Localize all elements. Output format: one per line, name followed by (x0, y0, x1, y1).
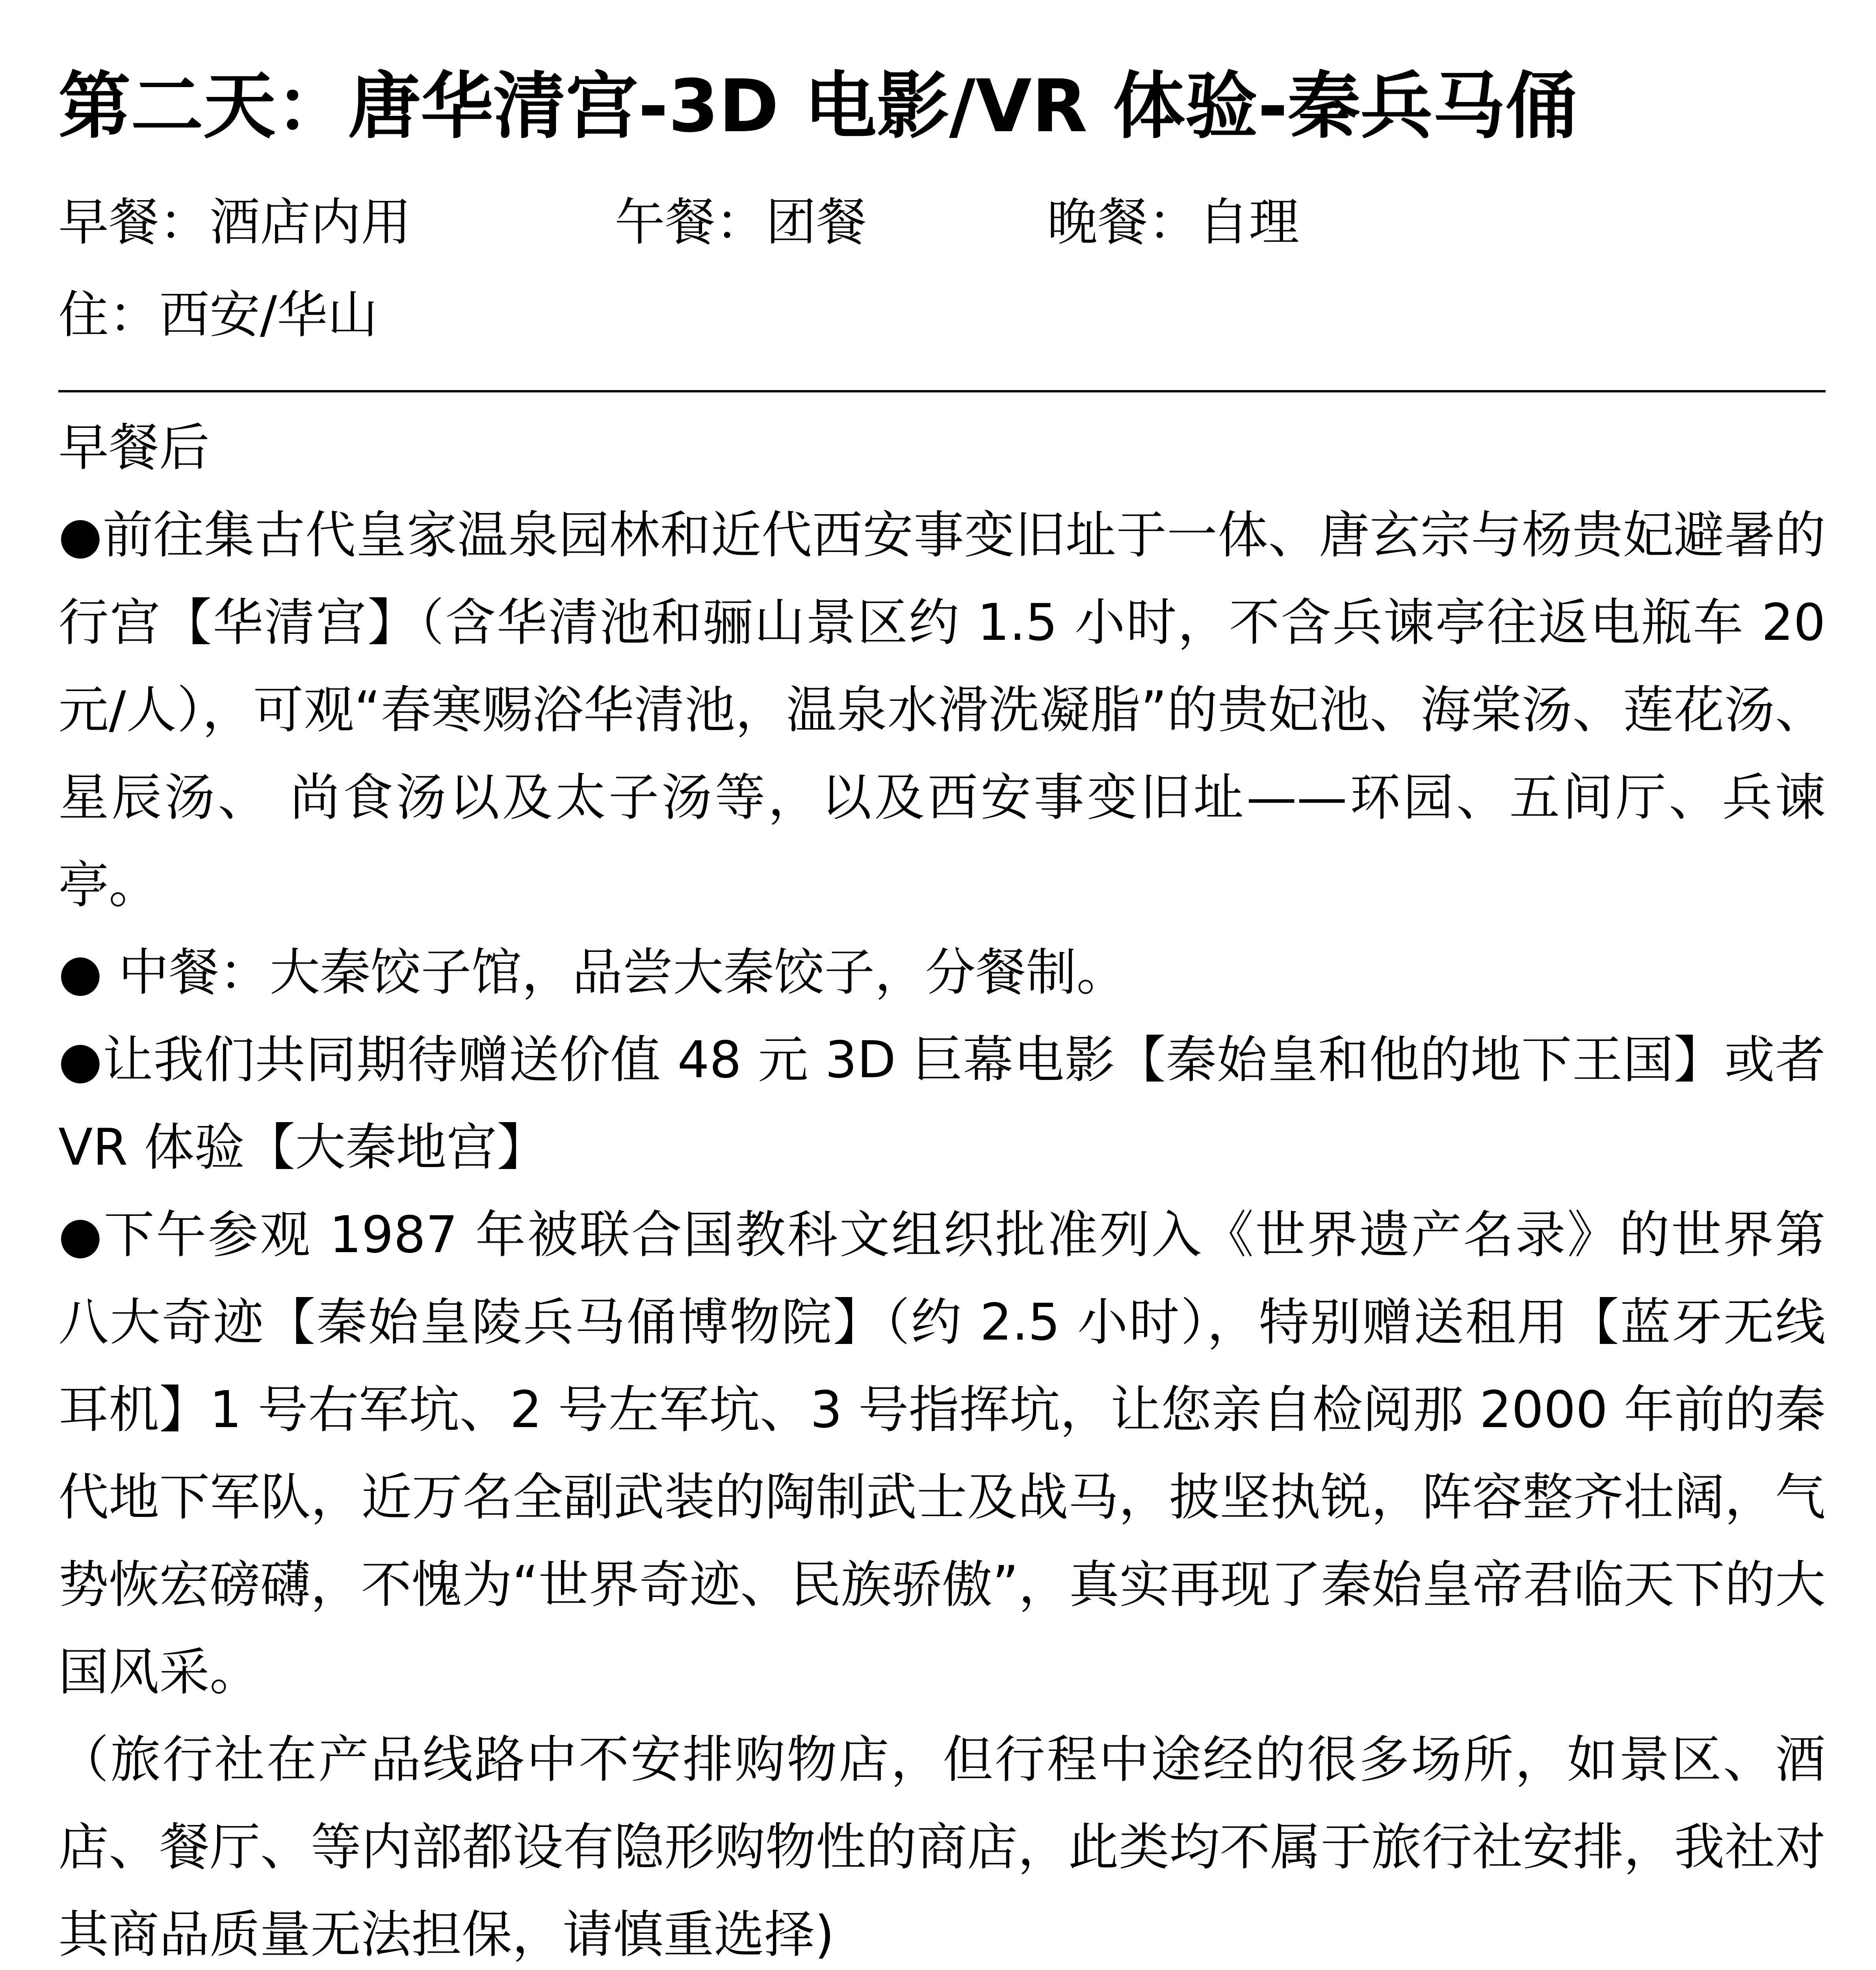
breakfast-info: 早餐：酒店内用 (58, 193, 412, 252)
movie-vr-paragraph: ●让我们共同期待赠送价值 48 元 3D 巨幕电影【秦始皇和他的地下王国】或者 VR 体验【大秦地宫】 (58, 1031, 1826, 1177)
intro-line: 早餐后 (58, 418, 210, 477)
itinerary-page (58, 59, 1826, 1970)
divider-line (58, 390, 1826, 392)
itinerary-body (58, 404, 1826, 1970)
day-title: 第二天：唐华清宫-3D 电影/VR 体验-秦兵马俑 (58, 64, 1578, 149)
accommodation-info: 住：西安/华山 (58, 286, 378, 344)
dinner-info: 晚餐：自理 (1047, 193, 1300, 252)
lunch-info: 午餐：团餐 (615, 193, 867, 252)
lunch-paragraph: ● 中餐：大秦饺子馆，品尝大秦饺子，分餐制。 (58, 943, 1127, 1002)
huaqing-palace-paragraph: ●前往集古代皇家温泉园林和近代西安事变旧址于一体、唐玄宗与杨贵妃避暑的行宫【华清宫】（含华清池和骊山景区约 1.5 小时，不含兵谏亭往返电瓶车 20 元/人），可观“春寒赐浴华清池，温泉水滑洗凝脂”的贵妃池、海棠汤、莲花汤、星辰汤、 尚食汤以及太子汤等，以及西安事变旧址——环园、五间厅、兵谏亭。 (58, 506, 1826, 914)
shopping-notice-paragraph: （旅行社在产品线路中不安排购物店，但行程中途经的很多场所，如景区、酒店、餐厅、等内部都设有隐形购物性的商店，此类均不属于旅行社安排，我社对其商品质量无法担保，请慎重选择) (58, 1730, 1826, 1964)
meal-info (58, 185, 1826, 260)
terracotta-army-paragraph: ●下午参观 1987 年被联合国教科文组织批准列入《世界遗产名录》的世界第八大奇迹【秦始皇陵兵马俑博物院】（约 2.5 小时），特别赠送租用【蓝牙无线耳机】1 号右军坑、2 号左军坑、3 号指挥坑，让您亲自检阅那 2000 年前的秦代地下军队，近万名全副武装的陶制武士及战马，披坚执锐，阵容整齐壮阔，气势恢宏磅礴，不愧为“世界奇迹、民族骄傲”，真实再现了秦始皇帝君临天下的大国风采。 (58, 1206, 1826, 1702)
